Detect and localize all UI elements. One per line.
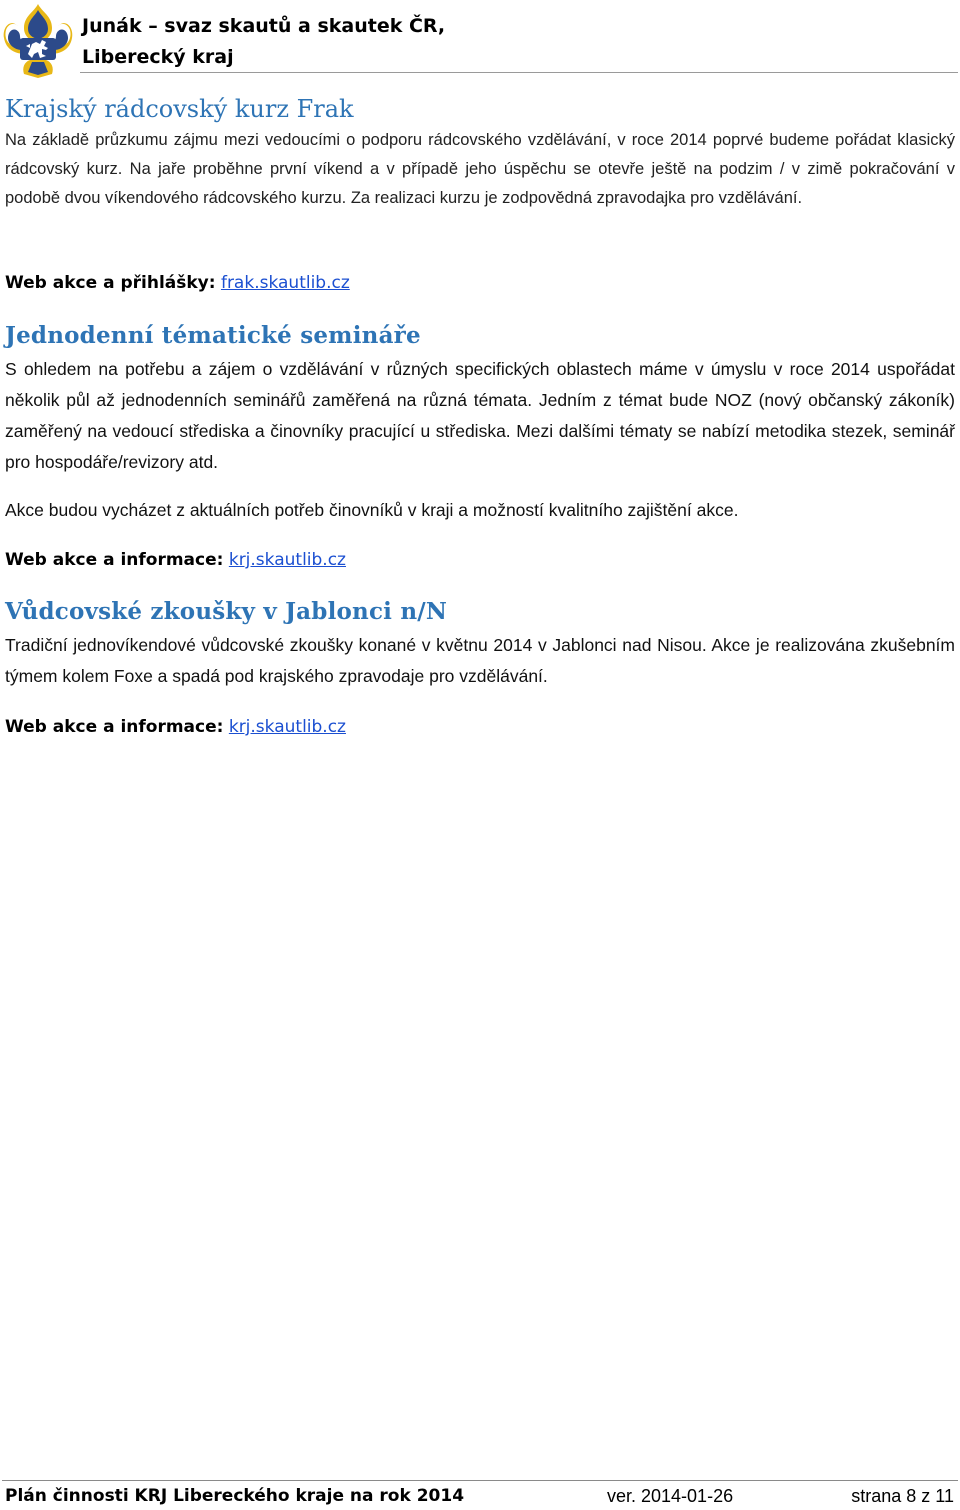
section-paragraph-seminars-2: Akce budou vycházet z aktuálních potřeb činovníků v kraji a možností kvalitního zajištění akce. xyxy=(5,500,739,520)
header-divider xyxy=(80,72,958,73)
organization-name: Junák – svaz skautů a skautek ČR, xyxy=(82,15,446,37)
krj-web-link[interactable]: krj.skautlib.cz xyxy=(228,717,346,737)
footer-divider xyxy=(2,1480,958,1481)
fleur-de-lis-logo-icon xyxy=(2,2,74,78)
web-link-line-seminars xyxy=(5,547,346,573)
web-link-line-frak xyxy=(5,270,350,296)
web-label: Web akce a přihlášky: xyxy=(5,273,216,293)
organization-title xyxy=(82,11,445,73)
section-paragraph-frak: Na základě průzkumu zájmu mezi vedoucími o podporu rádcovského vzdělávání, v roce 2014 poprvé budeme pořádat klasický rádcovský kurz. Na jaře proběhne první víkend a v případě jeho úspěchu se otevře ještě na podzim / v zimě pokračování v podobě dvou víkendového rádcovského kurzu. Za realizaci kurzu je zodpovědná zpravodajka pro vzdělávání. xyxy=(5,131,955,207)
section-heading-frak: Krajský rádcovský kurz Frak xyxy=(5,95,354,123)
web-label: Web akce a informace: xyxy=(5,550,224,570)
section-heading-exams: Vůdcovské zkoušky v Jablonci n/N xyxy=(5,598,448,625)
web-label: Web akce a informace: xyxy=(5,717,224,737)
page-footer xyxy=(0,1478,960,1510)
web-link-line-exams xyxy=(5,714,346,740)
frak-web-link[interactable]: frak.skautlib.cz xyxy=(220,273,350,293)
krj-web-link[interactable]: krj.skautlib.cz xyxy=(228,550,346,570)
footer-version: ver. 2014-01-26 xyxy=(607,1486,734,1506)
section-paragraph-exams: Tradiční jednovíkendové vůdcovské zkoušky konané v květnu 2014 v Jablonci nad Nisou. Akce je realizována zkušebním týmem kolem Foxe a spadá pod krajského zpravodaje pro vzdělávání. xyxy=(5,635,955,686)
section-heading-seminars: Jednodenní tématické semináře xyxy=(5,322,421,349)
organization-region: Liberecký kraj xyxy=(82,46,234,68)
footer-page-number: strana 8 z 11 xyxy=(851,1486,954,1506)
footer-document-title: Plán činnosti KRJ Libereckého kraje na rok 2014 xyxy=(5,1486,465,1506)
page-header xyxy=(0,0,960,78)
section-paragraph-seminars: S ohledem na potřebu a zájem o vzdělávání v různých specifických oblastech máme v úmyslu v roce 2014 uspořádat několik půl až jednodenních seminářů zaměřená na různá témata. Jedním z témat bude NOZ (nový občanský zákoník) zaměřený na vedoucí střediska a činovníky pracující u střediska. Mezi dalšími tématy se nabízí metodika stezek, seminář pro hospodáře/revizory atd. xyxy=(5,359,955,472)
